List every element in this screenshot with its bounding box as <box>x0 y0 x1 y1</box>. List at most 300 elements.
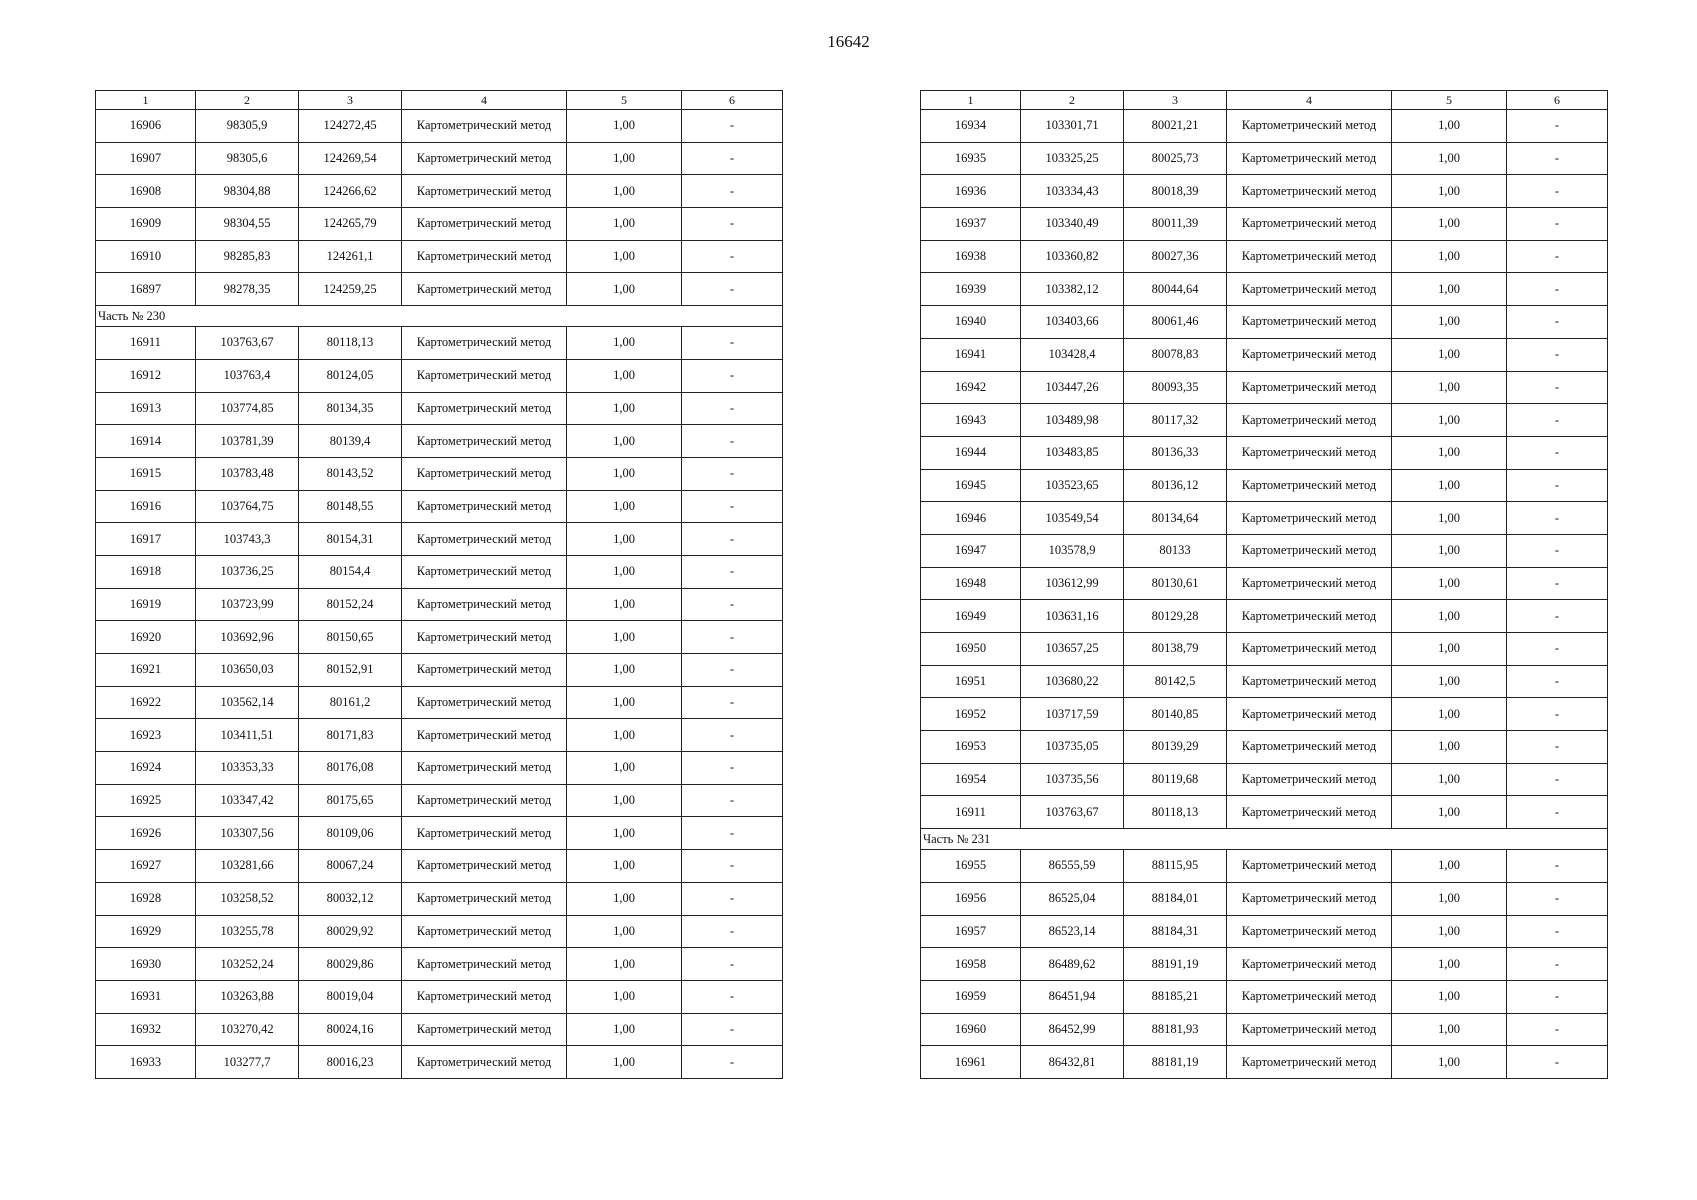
y-coordinate-cell: 80024,16 <box>299 1013 402 1046</box>
y-coordinate-cell: 80129,28 <box>1124 600 1227 633</box>
table-row <box>921 404 1608 437</box>
x-coordinate-cell: 86489,62 <box>1021 948 1124 981</box>
y-coordinate-cell: 124259,25 <box>299 273 402 306</box>
point-number-cell: 16958 <box>921 948 1021 981</box>
x-coordinate-cell: 103631,16 <box>1021 600 1124 633</box>
x-coordinate-cell: 103743,3 <box>196 523 299 556</box>
accuracy-cell: 1,00 <box>1392 796 1507 829</box>
y-coordinate-cell: 80119,68 <box>1124 763 1227 796</box>
method-cell: Картометрический метод <box>402 784 567 817</box>
table-row <box>96 523 783 556</box>
description-cell: - <box>1507 1013 1608 1046</box>
table-row <box>921 915 1608 948</box>
x-coordinate-cell: 103281,66 <box>196 850 299 883</box>
y-coordinate-cell: 80032,12 <box>299 882 402 915</box>
table-row <box>921 208 1608 241</box>
y-coordinate-cell: 80136,33 <box>1124 436 1227 469</box>
accuracy-cell: 1,00 <box>1392 371 1507 404</box>
y-coordinate-cell: 88191,19 <box>1124 948 1227 981</box>
column-header: 2 <box>196 91 299 110</box>
method-cell: Картометрический метод <box>1227 404 1392 437</box>
point-number-cell: 16957 <box>921 915 1021 948</box>
point-number-cell: 16909 <box>96 208 196 241</box>
x-coordinate-cell: 98305,6 <box>196 142 299 175</box>
method-cell: Картометрический метод <box>1227 338 1392 371</box>
method-cell: Картометрический метод <box>402 392 567 425</box>
method-cell: Картометрический метод <box>1227 796 1392 829</box>
method-cell: Картометрический метод <box>402 175 567 208</box>
accuracy-cell: 1,00 <box>567 555 682 588</box>
method-cell: Картометрический метод <box>1227 175 1392 208</box>
x-coordinate-cell: 86432,81 <box>1021 1046 1124 1079</box>
accuracy-cell: 1,00 <box>1392 1046 1507 1079</box>
method-cell: Картометрический метод <box>1227 850 1392 883</box>
description-cell: - <box>1507 948 1608 981</box>
point-number-cell: 16942 <box>921 371 1021 404</box>
y-coordinate-cell: 80139,4 <box>299 425 402 458</box>
x-coordinate-cell: 103763,67 <box>196 327 299 360</box>
accuracy-cell: 1,00 <box>567 273 682 306</box>
y-coordinate-cell: 80061,46 <box>1124 306 1227 339</box>
accuracy-cell: 1,00 <box>1392 698 1507 731</box>
description-cell: - <box>1507 534 1608 567</box>
method-cell: Картометрический метод <box>1227 240 1392 273</box>
x-coordinate-cell: 86523,14 <box>1021 915 1124 948</box>
table-row <box>921 567 1608 600</box>
header-row <box>96 91 783 110</box>
x-coordinate-cell: 103763,67 <box>1021 796 1124 829</box>
x-coordinate-cell: 103735,56 <box>1021 763 1124 796</box>
accuracy-cell: 1,00 <box>567 948 682 981</box>
x-coordinate-cell: 103783,48 <box>196 457 299 490</box>
table-row <box>96 882 783 915</box>
table-row <box>921 306 1608 339</box>
accuracy-cell: 1,00 <box>567 882 682 915</box>
accuracy-cell: 1,00 <box>567 588 682 621</box>
method-cell: Картометрический метод <box>1227 436 1392 469</box>
section-label: Часть № 230 <box>96 306 783 327</box>
table-row <box>921 371 1608 404</box>
accuracy-cell: 1,00 <box>1392 306 1507 339</box>
table-row <box>96 915 783 948</box>
method-cell: Картометрический метод <box>402 1013 567 1046</box>
description-cell: - <box>1507 763 1608 796</box>
y-coordinate-cell: 80018,39 <box>1124 175 1227 208</box>
point-number-cell: 16935 <box>921 142 1021 175</box>
point-number-cell: 16950 <box>921 633 1021 666</box>
table-row <box>96 555 783 588</box>
method-cell: Картометрический метод <box>402 654 567 687</box>
point-number-cell: 16926 <box>96 817 196 850</box>
y-coordinate-cell: 80067,24 <box>299 850 402 883</box>
table-row <box>96 686 783 719</box>
method-cell: Картометрический метод <box>402 882 567 915</box>
description-cell: - <box>682 142 783 175</box>
table-row <box>96 817 783 850</box>
y-coordinate-cell: 80044,64 <box>1124 273 1227 306</box>
x-coordinate-cell: 103353,33 <box>196 752 299 785</box>
column-header: 1 <box>921 91 1021 110</box>
left-coordinates-table <box>95 90 783 1079</box>
method-cell: Картометрический метод <box>1227 110 1392 143</box>
x-coordinate-cell: 103764,75 <box>196 490 299 523</box>
point-number-cell: 16960 <box>921 1013 1021 1046</box>
x-coordinate-cell: 98305,9 <box>196 110 299 143</box>
table-row <box>96 621 783 654</box>
accuracy-cell: 1,00 <box>567 490 682 523</box>
table-row <box>96 208 783 241</box>
x-coordinate-cell: 103612,99 <box>1021 567 1124 600</box>
point-number-cell: 16908 <box>96 175 196 208</box>
y-coordinate-cell: 80134,35 <box>299 392 402 425</box>
x-coordinate-cell: 103680,22 <box>1021 665 1124 698</box>
description-cell: - <box>1507 273 1608 306</box>
point-number-cell: 16933 <box>96 1046 196 1079</box>
y-coordinate-cell: 80029,86 <box>299 948 402 981</box>
method-cell: Картометрический метод <box>402 948 567 981</box>
y-coordinate-cell: 80140,85 <box>1124 698 1227 731</box>
point-number-cell: 16940 <box>921 306 1021 339</box>
y-coordinate-cell: 88181,19 <box>1124 1046 1227 1079</box>
x-coordinate-cell: 103340,49 <box>1021 208 1124 241</box>
column-header: 6 <box>682 91 783 110</box>
description-cell: - <box>1507 436 1608 469</box>
accuracy-cell: 1,00 <box>1392 338 1507 371</box>
x-coordinate-cell: 103255,78 <box>196 915 299 948</box>
column-header: 4 <box>402 91 567 110</box>
method-cell: Картометрический метод <box>402 523 567 556</box>
accuracy-cell: 1,00 <box>1392 502 1507 535</box>
description-cell: - <box>682 273 783 306</box>
method-cell: Картометрический метод <box>402 142 567 175</box>
method-cell: Картометрический метод <box>402 110 567 143</box>
point-number-cell: 16941 <box>921 338 1021 371</box>
y-coordinate-cell: 80130,61 <box>1124 567 1227 600</box>
accuracy-cell: 1,00 <box>567 719 682 752</box>
method-cell: Картометрический метод <box>1227 980 1392 1013</box>
accuracy-cell: 1,00 <box>567 359 682 392</box>
x-coordinate-cell: 86452,99 <box>1021 1013 1124 1046</box>
accuracy-cell: 1,00 <box>1392 436 1507 469</box>
accuracy-cell: 1,00 <box>1392 567 1507 600</box>
accuracy-cell: 1,00 <box>1392 731 1507 764</box>
point-number-cell: 16961 <box>921 1046 1021 1079</box>
description-cell: - <box>682 588 783 621</box>
description-cell: - <box>682 817 783 850</box>
y-coordinate-cell: 124261,1 <box>299 240 402 273</box>
description-cell: - <box>682 850 783 883</box>
x-coordinate-cell: 103252,24 <box>196 948 299 981</box>
description-cell: - <box>682 208 783 241</box>
table-row <box>96 490 783 523</box>
y-coordinate-cell: 80025,73 <box>1124 142 1227 175</box>
y-coordinate-cell: 80118,13 <box>1124 796 1227 829</box>
y-coordinate-cell: 80019,04 <box>299 980 402 1013</box>
x-coordinate-cell: 103781,39 <box>196 425 299 458</box>
accuracy-cell: 1,00 <box>567 817 682 850</box>
accuracy-cell: 1,00 <box>567 110 682 143</box>
section-heading-row <box>921 829 1608 850</box>
table-row <box>921 633 1608 666</box>
point-number-cell: 16919 <box>96 588 196 621</box>
point-number-cell: 16937 <box>921 208 1021 241</box>
y-coordinate-cell: 80171,83 <box>299 719 402 752</box>
table-row <box>921 175 1608 208</box>
point-number-cell: 16928 <box>96 882 196 915</box>
point-number-cell: 16907 <box>96 142 196 175</box>
table-row <box>921 850 1608 883</box>
y-coordinate-cell: 88184,01 <box>1124 882 1227 915</box>
point-number-cell: 16923 <box>96 719 196 752</box>
point-number-cell: 16959 <box>921 980 1021 1013</box>
y-coordinate-cell: 80117,32 <box>1124 404 1227 437</box>
point-number-cell: 16912 <box>96 359 196 392</box>
column-header: 4 <box>1227 91 1392 110</box>
y-coordinate-cell: 80152,91 <box>299 654 402 687</box>
accuracy-cell: 1,00 <box>567 850 682 883</box>
column-header: 2 <box>1021 91 1124 110</box>
accuracy-cell: 1,00 <box>1392 404 1507 437</box>
point-number-cell: 16947 <box>921 534 1021 567</box>
point-number-cell: 16953 <box>921 731 1021 764</box>
point-number-cell: 16927 <box>96 850 196 883</box>
description-cell: - <box>682 1013 783 1046</box>
method-cell: Картометрический метод <box>402 686 567 719</box>
table-row <box>921 796 1608 829</box>
description-cell: - <box>1507 208 1608 241</box>
description-cell: - <box>1507 633 1608 666</box>
accuracy-cell: 1,00 <box>1392 469 1507 502</box>
accuracy-cell: 1,00 <box>1392 1013 1507 1046</box>
description-cell: - <box>682 425 783 458</box>
description-cell: - <box>682 110 783 143</box>
description-cell: - <box>682 523 783 556</box>
table-row <box>921 502 1608 535</box>
description-cell: - <box>1507 698 1608 731</box>
column-header: 1 <box>96 91 196 110</box>
y-coordinate-cell: 80152,24 <box>299 588 402 621</box>
method-cell: Картометрический метод <box>1227 567 1392 600</box>
y-coordinate-cell: 80027,36 <box>1124 240 1227 273</box>
point-number-cell: 16952 <box>921 698 1021 731</box>
method-cell: Картометрический метод <box>402 621 567 654</box>
accuracy-cell: 1,00 <box>1392 665 1507 698</box>
y-coordinate-cell: 80150,65 <box>299 621 402 654</box>
method-cell: Картометрический метод <box>1227 208 1392 241</box>
method-cell: Картометрический метод <box>1227 948 1392 981</box>
table-row <box>96 1046 783 1079</box>
accuracy-cell: 1,00 <box>567 1046 682 1079</box>
description-cell: - <box>1507 731 1608 764</box>
y-coordinate-cell: 80109,06 <box>299 817 402 850</box>
accuracy-cell: 1,00 <box>1392 208 1507 241</box>
table-row <box>96 240 783 273</box>
table-row <box>96 359 783 392</box>
description-cell: - <box>1507 371 1608 404</box>
accuracy-cell: 1,00 <box>1392 915 1507 948</box>
y-coordinate-cell: 124272,45 <box>299 110 402 143</box>
method-cell: Картометрический метод <box>402 273 567 306</box>
table-row <box>96 654 783 687</box>
accuracy-cell: 1,00 <box>567 621 682 654</box>
description-cell: - <box>682 359 783 392</box>
column-header: 5 <box>567 91 682 110</box>
y-coordinate-cell: 88181,93 <box>1124 1013 1227 1046</box>
table-row <box>921 1046 1608 1079</box>
method-cell: Картометрический метод <box>402 208 567 241</box>
description-cell: - <box>682 686 783 719</box>
y-coordinate-cell: 80175,65 <box>299 784 402 817</box>
y-coordinate-cell: 80134,64 <box>1124 502 1227 535</box>
x-coordinate-cell: 103692,96 <box>196 621 299 654</box>
accuracy-cell: 1,00 <box>567 175 682 208</box>
point-number-cell: 16943 <box>921 404 1021 437</box>
description-cell: - <box>682 719 783 752</box>
method-cell: Картометрический метод <box>1227 142 1392 175</box>
y-coordinate-cell: 80161,2 <box>299 686 402 719</box>
method-cell: Картометрический метод <box>402 240 567 273</box>
point-number-cell: 16938 <box>921 240 1021 273</box>
point-number-cell: 16930 <box>96 948 196 981</box>
x-coordinate-cell: 103258,52 <box>196 882 299 915</box>
description-cell: - <box>1507 175 1608 208</box>
point-number-cell: 16945 <box>921 469 1021 502</box>
description-cell: - <box>1507 142 1608 175</box>
method-cell: Картометрический метод <box>1227 915 1392 948</box>
description-cell: - <box>1507 338 1608 371</box>
description-cell: - <box>682 240 783 273</box>
point-number-cell: 16949 <box>921 600 1021 633</box>
description-cell: - <box>682 327 783 360</box>
x-coordinate-cell: 103360,82 <box>1021 240 1124 273</box>
accuracy-cell: 1,00 <box>567 425 682 458</box>
x-coordinate-cell: 103263,88 <box>196 980 299 1013</box>
point-number-cell: 16932 <box>96 1013 196 1046</box>
y-coordinate-cell: 124266,62 <box>299 175 402 208</box>
method-cell: Картометрический метод <box>402 555 567 588</box>
y-coordinate-cell: 80118,13 <box>299 327 402 360</box>
section-heading-row <box>96 306 783 327</box>
x-coordinate-cell: 86555,59 <box>1021 850 1124 883</box>
x-coordinate-cell: 103523,65 <box>1021 469 1124 502</box>
table-row <box>921 534 1608 567</box>
table-row <box>921 469 1608 502</box>
method-cell: Картометрический метод <box>402 980 567 1013</box>
y-coordinate-cell: 80154,31 <box>299 523 402 556</box>
point-number-cell: 16911 <box>96 327 196 360</box>
point-number-cell: 16946 <box>921 502 1021 535</box>
method-cell: Картометрический метод <box>1227 502 1392 535</box>
y-coordinate-cell: 80142,5 <box>1124 665 1227 698</box>
accuracy-cell: 1,00 <box>1392 110 1507 143</box>
method-cell: Картометрический метод <box>1227 600 1392 633</box>
y-coordinate-cell: 80136,12 <box>1124 469 1227 502</box>
x-coordinate-cell: 103774,85 <box>196 392 299 425</box>
y-coordinate-cell: 124265,79 <box>299 208 402 241</box>
description-cell: - <box>682 752 783 785</box>
accuracy-cell: 1,00 <box>1392 142 1507 175</box>
table-row <box>921 338 1608 371</box>
header-row <box>921 91 1608 110</box>
point-number-cell: 16931 <box>96 980 196 1013</box>
right-coordinates-table <box>920 90 1608 1079</box>
description-cell: - <box>1507 882 1608 915</box>
table-row <box>96 719 783 752</box>
accuracy-cell: 1,00 <box>567 1013 682 1046</box>
description-cell: - <box>682 555 783 588</box>
method-cell: Картометрический метод <box>402 752 567 785</box>
accuracy-cell: 1,00 <box>567 784 682 817</box>
description-cell: - <box>1507 110 1608 143</box>
point-number-cell: 16915 <box>96 457 196 490</box>
description-cell: - <box>1507 665 1608 698</box>
x-coordinate-cell: 103411,51 <box>196 719 299 752</box>
accuracy-cell: 1,00 <box>567 523 682 556</box>
method-cell: Картометрический метод <box>402 359 567 392</box>
point-number-cell: 16910 <box>96 240 196 273</box>
point-number-cell: 16925 <box>96 784 196 817</box>
description-cell: - <box>682 1046 783 1079</box>
x-coordinate-cell: 103301,71 <box>1021 110 1124 143</box>
x-coordinate-cell: 103717,59 <box>1021 698 1124 731</box>
description-cell: - <box>682 980 783 1013</box>
table-row <box>921 240 1608 273</box>
table-row <box>96 425 783 458</box>
table-row <box>96 1013 783 1046</box>
point-number-cell: 16951 <box>921 665 1021 698</box>
table-row <box>96 142 783 175</box>
y-coordinate-cell: 80143,52 <box>299 457 402 490</box>
accuracy-cell: 1,00 <box>567 752 682 785</box>
description-cell: - <box>1507 502 1608 535</box>
table-row <box>921 273 1608 306</box>
x-coordinate-cell: 103562,14 <box>196 686 299 719</box>
y-coordinate-cell: 80124,05 <box>299 359 402 392</box>
column-header: 6 <box>1507 91 1608 110</box>
accuracy-cell: 1,00 <box>567 915 682 948</box>
point-number-cell: 16917 <box>96 523 196 556</box>
accuracy-cell: 1,00 <box>567 980 682 1013</box>
accuracy-cell: 1,00 <box>567 392 682 425</box>
method-cell: Картометрический метод <box>402 719 567 752</box>
point-number-cell: 16939 <box>921 273 1021 306</box>
x-coordinate-cell: 103428,4 <box>1021 338 1124 371</box>
point-number-cell: 16914 <box>96 425 196 458</box>
table-row <box>921 698 1608 731</box>
description-cell: - <box>682 175 783 208</box>
description-cell: - <box>682 882 783 915</box>
y-coordinate-cell: 88184,31 <box>1124 915 1227 948</box>
method-cell: Картометрический метод <box>1227 273 1392 306</box>
method-cell: Картометрический метод <box>402 1046 567 1079</box>
accuracy-cell: 1,00 <box>567 142 682 175</box>
table-row <box>96 273 783 306</box>
y-coordinate-cell: 80011,39 <box>1124 208 1227 241</box>
table-row <box>921 665 1608 698</box>
method-cell: Картометрический метод <box>1227 882 1392 915</box>
y-coordinate-cell: 80148,55 <box>299 490 402 523</box>
table-row <box>921 1013 1608 1046</box>
table-row <box>96 752 783 785</box>
method-cell: Картометрический метод <box>1227 731 1392 764</box>
method-cell: Картометрический метод <box>1227 763 1392 796</box>
x-coordinate-cell: 86525,04 <box>1021 882 1124 915</box>
description-cell: - <box>682 654 783 687</box>
method-cell: Картометрический метод <box>402 915 567 948</box>
method-cell: Картометрический метод <box>1227 534 1392 567</box>
point-number-cell: 16934 <box>921 110 1021 143</box>
description-cell: - <box>682 915 783 948</box>
